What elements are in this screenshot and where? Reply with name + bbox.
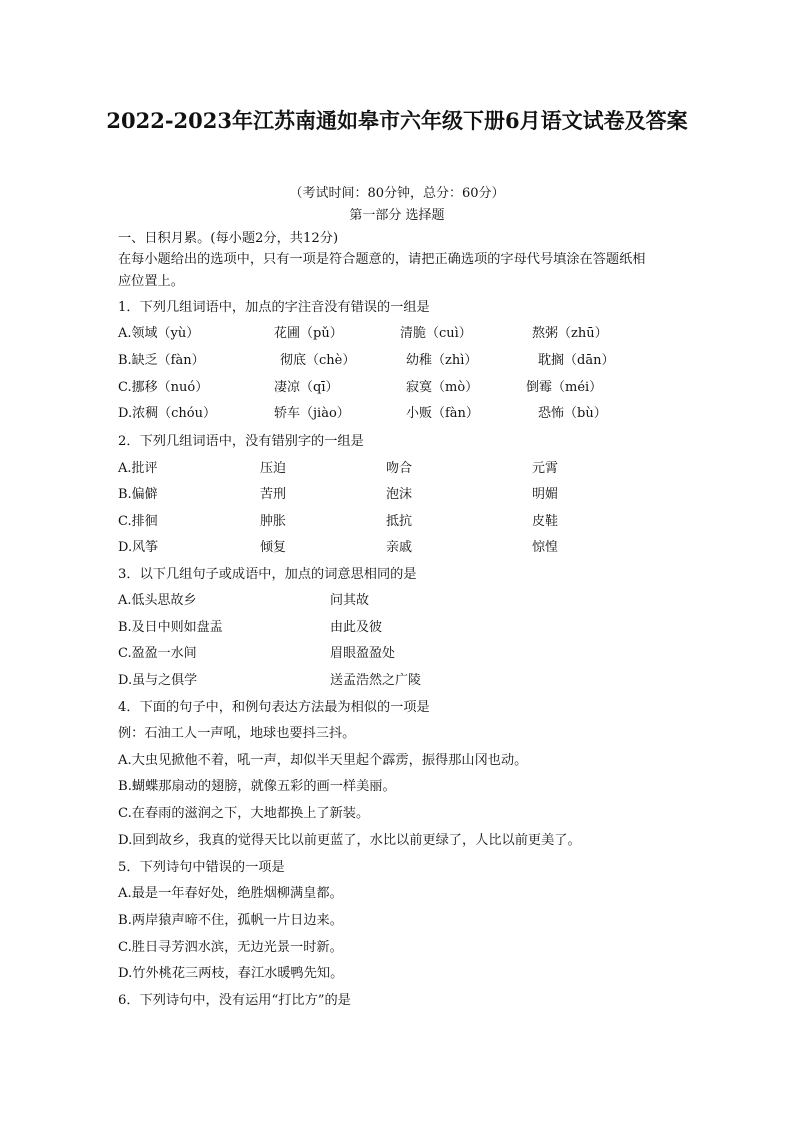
q5-stem: 5．下列诗句中错误的一项是 bbox=[118, 860, 285, 875]
q5-option-b: B.两岸猿声啼不住，孤帆一片日边来。 bbox=[118, 913, 343, 928]
option-cell: 幼稚（zhì） bbox=[406, 353, 478, 368]
option-cell: B.缺乏（fàn） bbox=[118, 353, 205, 368]
q4-option-c: C.在春雨的滋润之下，大地都换上了新装。 bbox=[118, 806, 370, 821]
q5-option-a: A.最是一年春好处，绝胜烟柳满皇都。 bbox=[118, 886, 343, 901]
option-cell: C.盈盈一水间 bbox=[118, 646, 197, 661]
part-title: 第一部分 选择题 bbox=[349, 208, 445, 223]
q2-stem: 2．下列几组词语中，没有错别字的一组是 bbox=[118, 434, 364, 449]
section1-heading: 一、日积月累。(每小题2分，共12分) bbox=[118, 231, 339, 246]
option-cell: 倒霉（méi） bbox=[526, 380, 603, 395]
option-cell: 眉眼盈盈处 bbox=[330, 646, 396, 661]
option-cell: 送孟浩然之广陵 bbox=[330, 673, 422, 688]
option-cell: 亲戚 bbox=[386, 540, 413, 555]
option-cell: 惊惶 bbox=[532, 540, 559, 555]
option-cell: 小贩（fàn） bbox=[406, 406, 479, 421]
exam-info: （考试时间：80分钟，总分：60分） bbox=[289, 186, 505, 201]
q3-stem: 3．以下几组句子或成语中，加点的词意思相同的是 bbox=[118, 567, 417, 582]
section1-instruction: 在每小题给出的选项中，只有一项是符合题意的，请把正确选项的字母代号填涂在答题纸相 bbox=[118, 252, 646, 267]
option-cell: A.低头思故乡 bbox=[118, 593, 197, 608]
option-cell: D.风筝 bbox=[118, 540, 159, 555]
option-cell: 泡沫 bbox=[386, 487, 413, 502]
option-cell: A.领域（yù） bbox=[118, 326, 200, 341]
option-cell: 皮鞋 bbox=[532, 514, 559, 529]
option-cell: C.排徊 bbox=[118, 514, 158, 529]
option-cell: 压迫 bbox=[260, 461, 287, 476]
q4-option-b: B.蝴蝶那扇动的翅膀，就像五彩的画一样美丽。 bbox=[118, 779, 396, 794]
option-cell: 耽搁（dān） bbox=[538, 353, 615, 368]
option-cell: 抵抗 bbox=[386, 514, 413, 529]
option-cell: 由此及彼 bbox=[330, 620, 383, 635]
option-cell: 明媚 bbox=[532, 487, 559, 502]
option-cell: 熬粥（zhū） bbox=[532, 326, 608, 341]
option-cell: B.偏僻 bbox=[118, 487, 158, 502]
option-cell: 肿胀 bbox=[260, 514, 287, 529]
option-cell: 轿车（jiào） bbox=[274, 406, 350, 421]
q1-stem: 1．下列几组词语中，加点的字注音没有错误的一组是 bbox=[118, 300, 430, 315]
q4-example: 例：石油工人一声吼，地球也要抖三抖。 bbox=[118, 726, 356, 741]
option-cell: 彻底（chè） bbox=[280, 353, 356, 368]
q5-option-d: D.竹外桃花三两枝，春江水暖鸭先知。 bbox=[118, 966, 344, 981]
option-cell: D.虽与之俱学 bbox=[118, 673, 198, 688]
option-cell: 吻合 bbox=[386, 461, 413, 476]
section1-instruction-cont: 应位置上。 bbox=[118, 274, 184, 289]
option-cell: 凄凉（qī） bbox=[274, 380, 339, 395]
option-cell: A.批评 bbox=[118, 461, 158, 476]
option-cell: D.浓稠（chóu） bbox=[118, 406, 216, 421]
option-cell: 苦刑 bbox=[260, 487, 287, 502]
q4-stem: 4．下面的句子中，和例句表达方法最为相似的一项是 bbox=[118, 700, 430, 715]
q6-stem: 6．下列诗句中，没有运用“打比方”的是 bbox=[118, 993, 351, 1008]
q4-option-d: D.回到故乡，我真的觉得天比以前更蓝了，水比以前更绿了，人比以前更美了。 bbox=[118, 833, 581, 848]
option-cell: 恐怖（bù） bbox=[538, 406, 607, 421]
option-cell: 倾复 bbox=[260, 540, 287, 555]
option-cell: 花圃（pǔ） bbox=[274, 326, 343, 341]
page-title: 2022-2023年江苏南通如皋市六年级下册6月语文试卷及答案 bbox=[106, 108, 688, 133]
option-cell: C.挪移（nuó） bbox=[118, 380, 209, 395]
option-cell: 问其故 bbox=[330, 593, 370, 608]
option-cell: 清脆（cuì） bbox=[400, 326, 472, 341]
q4-option-a: A.大虫见掀他不着，吼一声，却似半天里起个霹雳，振得那山冈也动。 bbox=[118, 753, 528, 768]
option-cell: 元霄 bbox=[532, 461, 559, 476]
option-cell: B.及日中则如盘盂 bbox=[118, 620, 223, 635]
q5-option-c: C.胜日寻芳泗水滨，无边光景一时新。 bbox=[118, 940, 343, 955]
option-cell: 寂寞（mò） bbox=[406, 380, 479, 395]
